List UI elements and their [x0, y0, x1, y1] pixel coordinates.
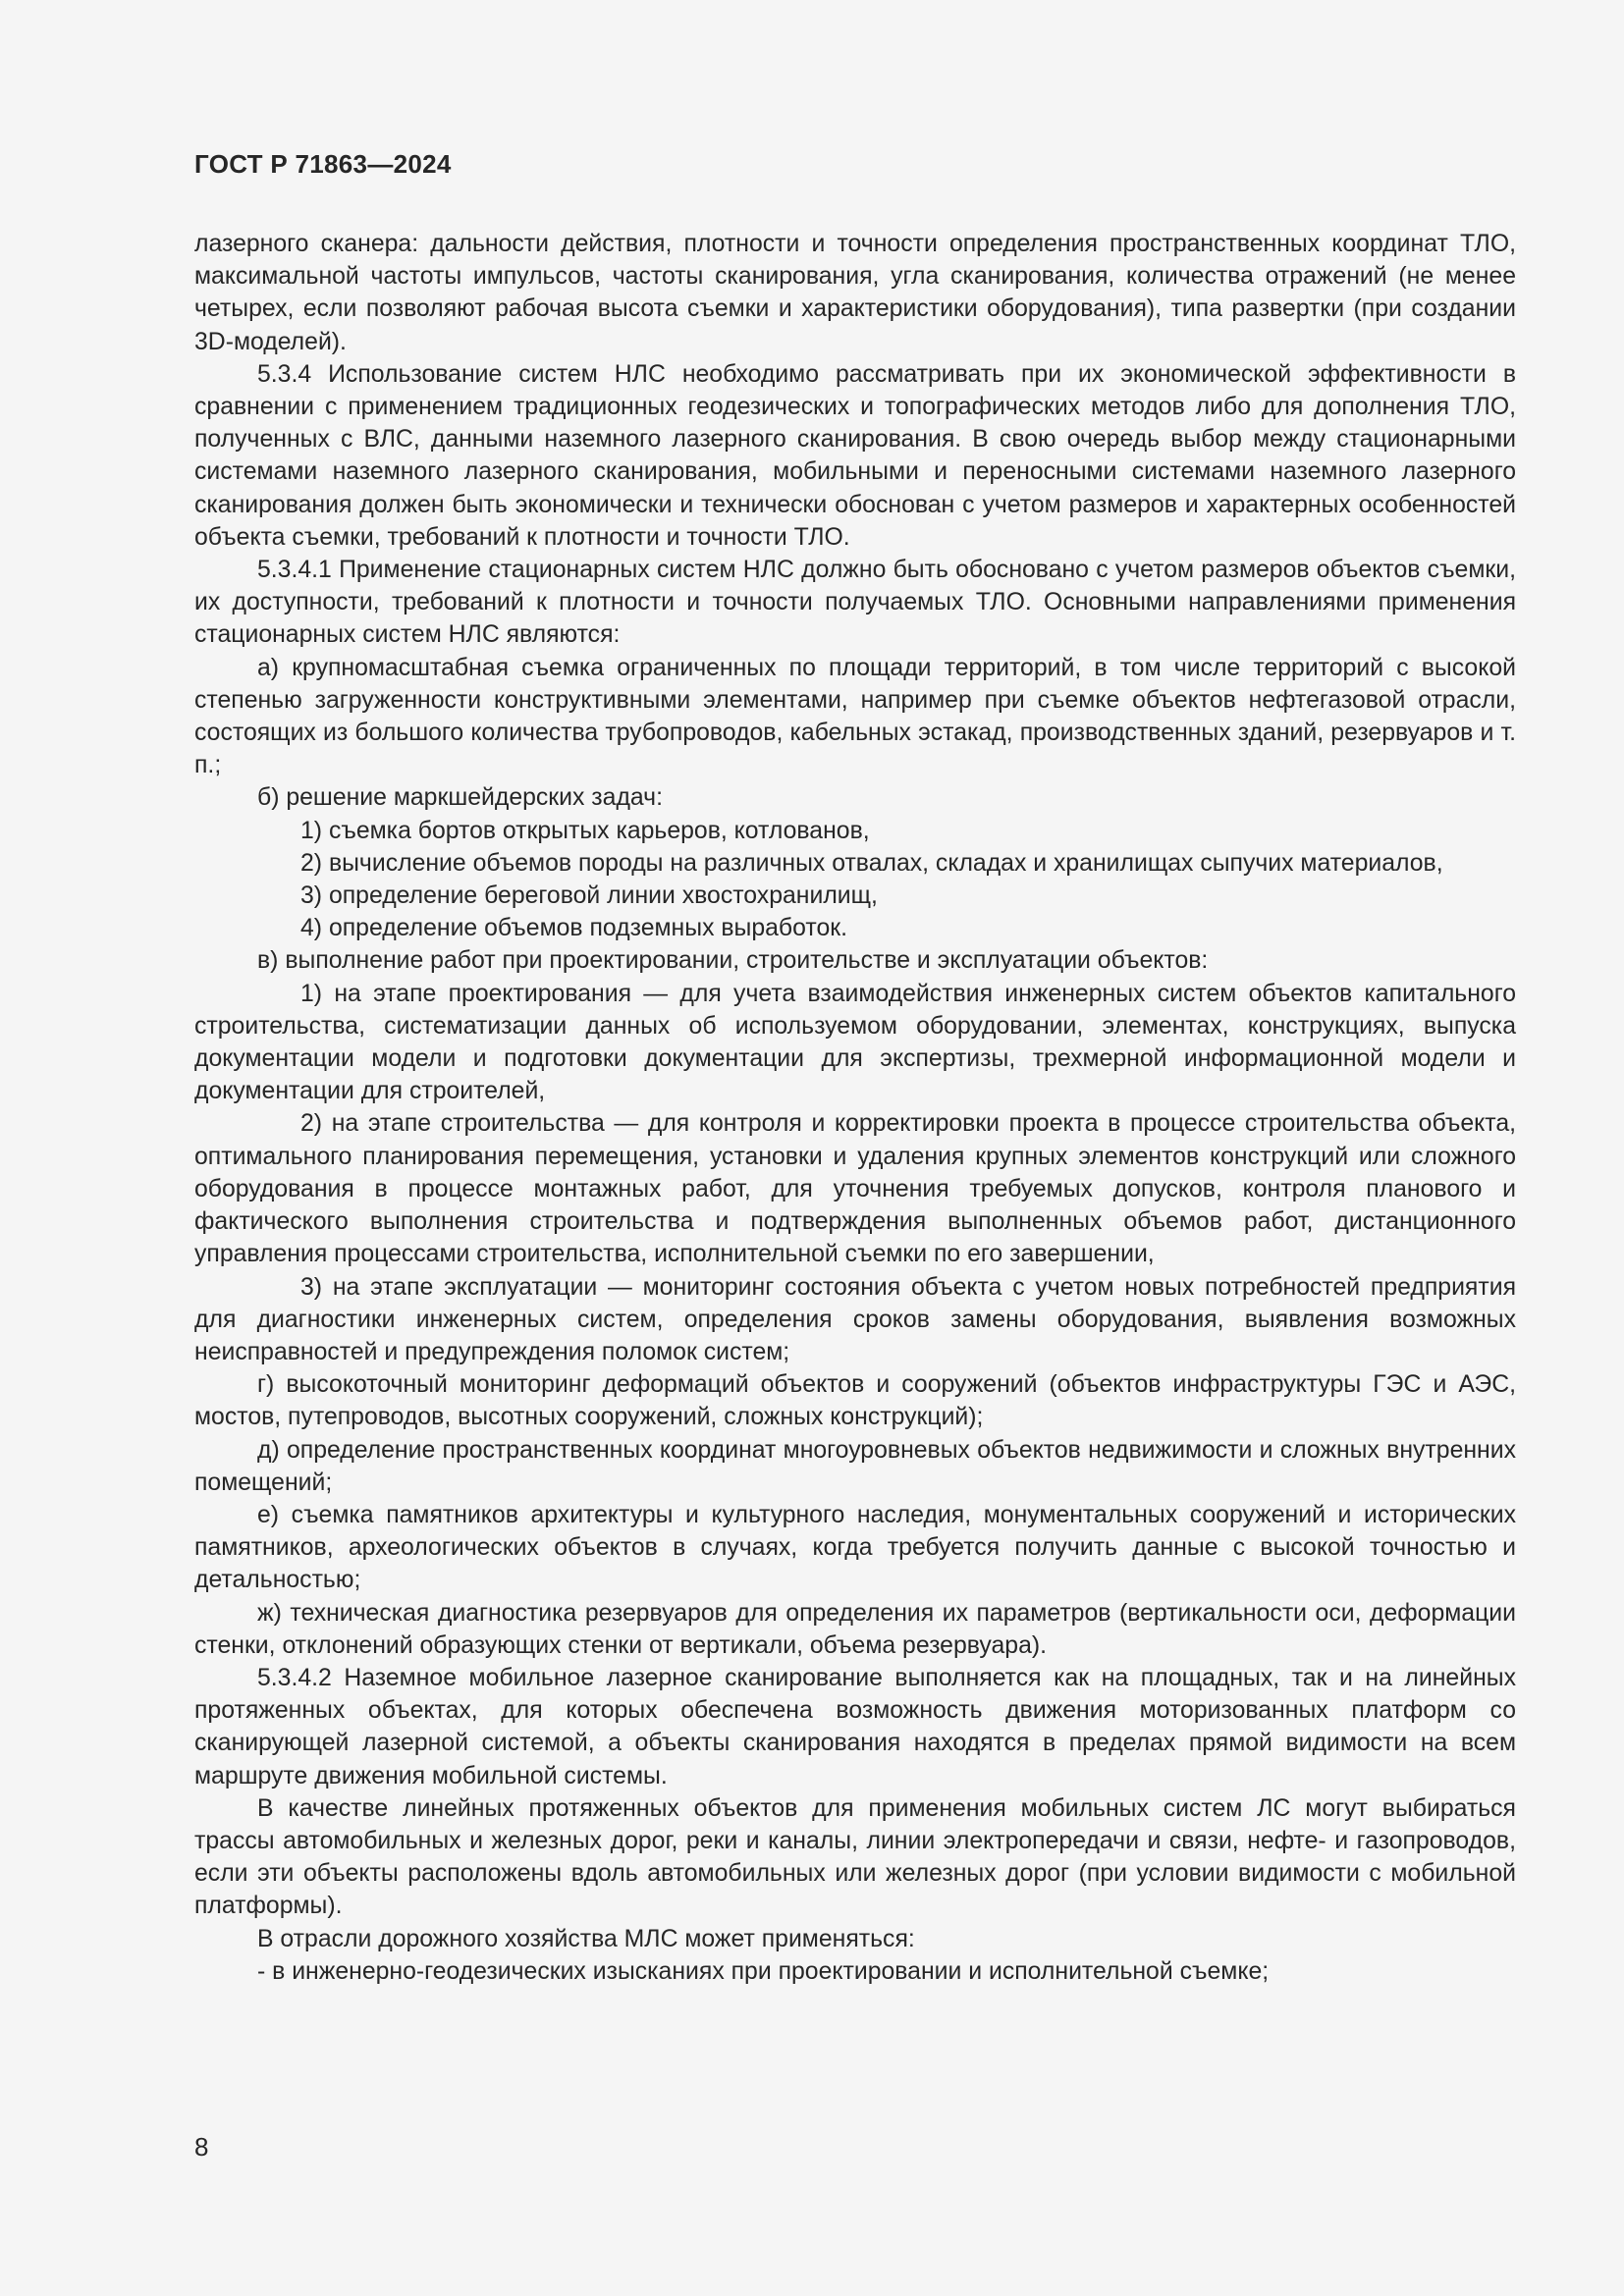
- list-item: б) решение маркшейдерских задач:: [257, 784, 663, 812]
- list-item: а) крупномасштабная съемка ограниченных по площади территорий, в том числе территорий с высокой степенью загруженности конструктивными элементами, например при съемке объектов нефтегазовой отрасли, состоящих из большого количества трубопроводов, кабельных эстакад, производственных зданий, резервуаров и т. п.;: [194, 654, 1516, 779]
- list-item: 2) на этапе строительства — для контроля и корректировки проекта в процессе строительства объекта, оптимального планирования перемещения, установки и удаления крупных элементов конструкций или сложного оборудования в процессе монтажных работ, для уточнения требуемых допусков, контроля планового и фактического выполнения строительства и подтверждения выполненных объемов работ, дистанционного управления процессами строительства, исполнительной съемки по его завершении,: [194, 1110, 1516, 1268]
- list-item: - в инженерно-геодезических изысканиях при проектировании и исполнительной съемке;: [257, 1957, 1270, 1985]
- paragraph: 5.3.4 Использование систем НЛС необходимо рассматривать при их экономической эффективности в сравнении с применением традиционных геодезических и топографических методов либо для дополнения ТЛО, полученных с ВЛС, данными наземного лазерного сканирования. В свою очередь выбор между стационарными системами наземного лазерного сканирования, мобильными и переносными системами наземного лазерного сканирования должен быть экономически и технически обоснован с учетом размеров и характерных особенностей объекта съемки, требований к плотности и точности ТЛО.: [194, 360, 1516, 551]
- list-item: д) определение пространственных координат многоуровневых объектов недвижимости и сложных внутренних помещений;: [194, 1436, 1516, 1496]
- paragraph: В отрасли дорожного хозяйства МЛС может применяться:: [257, 1925, 915, 1952]
- list-item: г) высокоточный мониторинг деформаций объектов и сооружений (объектов инфраструктуры ГЭС и АЭС, мостов, путепроводов, высотных сооружений, сложных конструкций);: [194, 1371, 1516, 1431]
- list-item: 1) на этапе проектирования — для учета взаимодействия инженерных систем объектов капитального строительства, систематизации данных об используемом оборудовании, элементах, конструкциях, выпуска документации модели и подготовки документации для экспертизы, трехмерной информационной модели и документации для строителей,: [194, 980, 1516, 1105]
- list-item: 4) определение объемов подземных выработок.: [300, 915, 847, 942]
- list-item: 2) вычисление объемов породы на различных отвалах, складах и хранилищах сыпучих материалов,: [300, 849, 1443, 877]
- paragraph: В качестве линейных протяженных объектов для применения мобильных систем ЛС могут выбираться трассы автомобильных и железных дорог, реки и каналы, линии электропередачи и связи, нефте- и газопроводов, если эти объекты расположены вдоль автомобильных или железных дорог (при условии видимости с мобильной платформы).: [194, 1794, 1516, 1920]
- paragraph: 5.3.4.1 Применение стационарных систем НЛС должно быть обосновано с учетом размеров объектов съемки, их доступности, требований к плотности и точности получаемых ТЛО. Основными направлениями применения стационарных систем НЛС являются:: [194, 557, 1516, 649]
- paragraph: лазерного сканера: дальности действия, плотности и точности определения пространственных координат ТЛО, максимальной частоты импульсов, частоты сканирования, угла сканирования, количества отражений (не менее четырех, если позволяют рабочая высота съемки и характеристики оборудования), типа развертки (при создании 3D-моделей).: [194, 231, 1516, 355]
- list-item: 3) на этапе эксплуатации — мониторинг состояния объекта с учетом новых потребностей предприятия для диагностики инженерных систем, определения сроков замены оборудования, выявления возможных неисправностей и предупреждения поломок систем;: [194, 1273, 1516, 1365]
- list-item: е) съемка памятников архитектуры и культурного наследия, монументальных сооружений и исторических памятников, археологических объектов в случаях, когда требуется получить данные с высокой точностью и детальностью;: [194, 1501, 1516, 1594]
- page-number: 8: [194, 2132, 209, 2162]
- document-body: [194, 228, 1516, 1988]
- list-item: 3) определение береговой линии хвостохранилищ,: [300, 882, 878, 910]
- list-item: ж) техническая диагностика резервуаров для определения их параметров (вертикальности оси, деформации стенки, отклонений образующих стенки от вертикали, объема резервуара).: [194, 1599, 1516, 1659]
- list-item: 1) съемка бортов открытых карьеров, котлованов,: [300, 817, 870, 844]
- list-item: в) выполнение работ при проектировании, строительстве и эксплуатации объектов:: [257, 947, 1209, 975]
- paragraph: 5.3.4.2 Наземное мобильное лазерное сканирование выполняется как на площадных, так и на линейных протяженных объектах, для которых обеспечена возможность движения моторизованных платформ со сканирующей лазерной системой, а объекты сканирования находятся в пределах прямой видимости на всем маршруте движения мобильной системы.: [194, 1664, 1516, 1789]
- document-header: ГОСТ Р 71863—2024: [194, 149, 452, 179]
